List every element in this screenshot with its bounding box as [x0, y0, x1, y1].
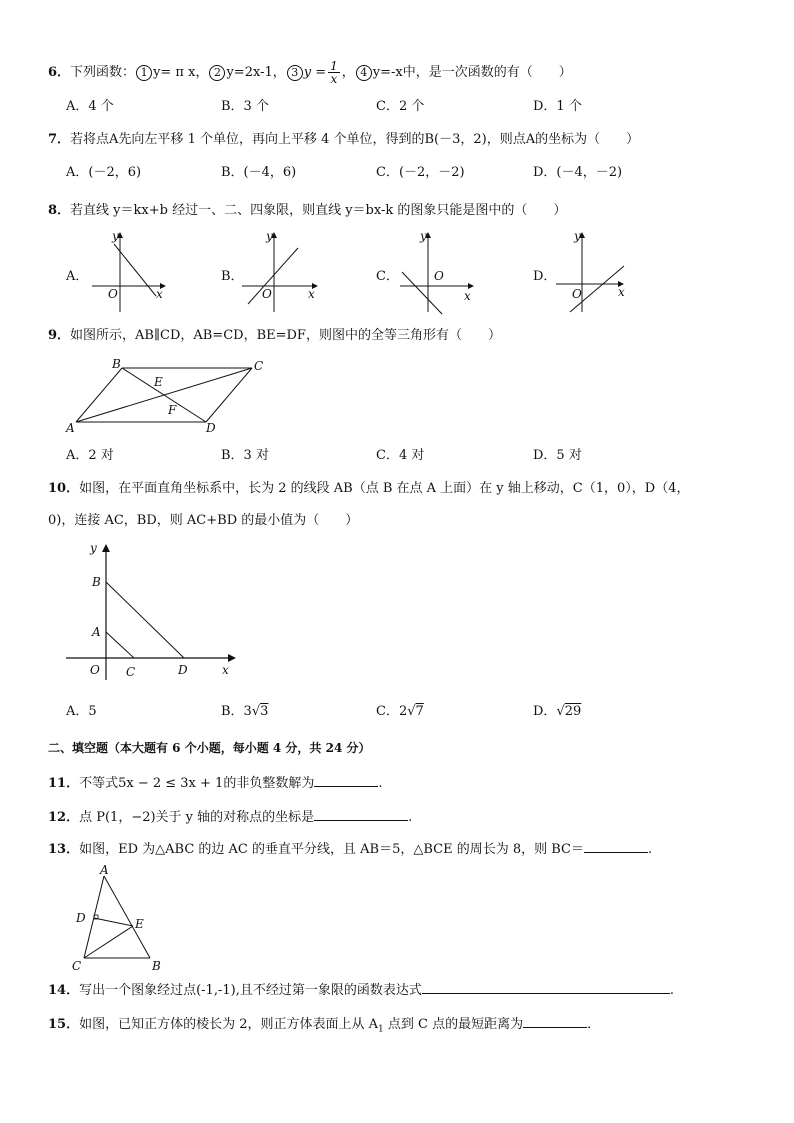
q12-text-b: . [408, 810, 413, 825]
q9-stem [48, 327, 501, 345]
q6-stem [48, 60, 572, 85]
q7-option-c[interactable]: C．(－2，－2) [376, 165, 465, 180]
q13-label-c: C [72, 959, 82, 973]
q12-stem [48, 806, 412, 827]
q10-label-y: y [90, 541, 97, 555]
q10-stem-line1 [48, 480, 689, 498]
q15-text-b: 点到 C 点的最短距离为 [383, 1017, 524, 1032]
q10-coordinate-figure [62, 540, 242, 682]
q14-stem [48, 979, 674, 1000]
q14-text-b: . [669, 983, 674, 998]
q15-text-a: 如图，已知正方体的棱长为 2，则正方体表面上从 A [79, 1017, 379, 1032]
q6-f3-mark: 3 [287, 65, 303, 81]
q9-option-a[interactable]: A．2 对 [66, 448, 114, 463]
q6-text-b: 中，是一次函数的有（ ） [402, 65, 572, 80]
q8-d-x-label: x [618, 285, 625, 299]
q9-option-b[interactable]: B．3 对 [221, 448, 269, 463]
q8-option-d[interactable]: D． [533, 269, 557, 284]
q8-a-y-label: y [112, 229, 119, 243]
q10-option-c-prefix: C．2 [376, 704, 408, 719]
q10-label-b: B [92, 575, 101, 589]
q13-text-a: 如图，ED 为△ABC 的边 AC 的垂直平分线，且 AB＝5，△BCE 的周长为 8，则 BC＝ [79, 842, 584, 857]
q9-option-c[interactable]: C．4 对 [376, 448, 425, 463]
q8-b-x-label: x [308, 287, 315, 301]
q7-number: 7． [48, 132, 71, 147]
q15-text-c: ． [587, 1017, 601, 1032]
q10-text-line2: 0)，连接 AC，BD，则 AC+BD 的最小值为（ ） [48, 513, 359, 528]
q10-number: 10． [48, 481, 80, 496]
q11-answer-blank[interactable] [314, 772, 378, 787]
q8-stem [48, 202, 566, 220]
q8-graph-d [554, 228, 634, 318]
q12-text-a: 点 P(1，−2)关于 y 轴的对称点的坐标是 [79, 810, 315, 825]
q13-label-d: D [76, 911, 86, 925]
q15-answer-blank[interactable] [523, 1013, 587, 1028]
q11-text-a: 不等式5x − 2 ≤ 3x + 1的非负整数解为 [79, 776, 315, 791]
q13-label-e: E [135, 917, 144, 931]
q10-option-b[interactable] [221, 703, 268, 721]
q10-option-c-radicand: 7 [415, 704, 424, 719]
section-2-title: 二、填空题（本大题有 6 个小题，每小题 4 分，共 24 分） [48, 741, 371, 755]
q6-f3-numerator: 1 [330, 59, 338, 73]
q6-f3-denominator: x [330, 72, 338, 86]
q8-option-c[interactable]: C． [376, 269, 399, 284]
q11-number: 11． [48, 776, 80, 791]
q10-option-c[interactable] [376, 703, 424, 721]
q10-label-c: C [126, 665, 136, 679]
q8-option-b[interactable]: B． [221, 269, 244, 284]
q6-f3-fraction [328, 60, 340, 85]
q10-label-d: D [178, 663, 188, 677]
q10-option-d[interactable] [533, 703, 581, 721]
q10-label-a: A [92, 625, 101, 639]
q7-option-a[interactable]: A．(－2，6) [66, 165, 142, 180]
q8-graph-a [88, 228, 168, 318]
q13-label-b: B [152, 959, 161, 973]
q6-f1: y= π x， [153, 65, 209, 80]
q8-d-origin-label: O [572, 287, 582, 301]
q9-label-d: D [206, 421, 216, 435]
q6-f1-mark: 1 [136, 65, 152, 81]
q7-option-d[interactable]: D．(－4，－2) [533, 165, 623, 180]
q6-f4: y=-x [372, 65, 403, 80]
sqrt-icon: √ [407, 704, 416, 719]
q8-d-y-label: y [574, 229, 581, 243]
q6-text-a: 下列函数： [70, 65, 136, 80]
q15-subscript: 1 [378, 1024, 384, 1035]
q9-option-d[interactable]: D．5 对 [533, 448, 582, 463]
q13-number: 13． [48, 842, 80, 857]
q13-triangle-figure [66, 862, 176, 974]
q15-number: 15． [48, 1017, 80, 1032]
q7-stem [48, 131, 639, 149]
q8-graph-b [240, 228, 320, 318]
q8-graph-c [398, 228, 478, 318]
q10-label-x: x [222, 663, 229, 677]
q6-f2: y=2x-1， [226, 65, 286, 80]
q9-text: 如图所示，AB∥CD，AB=CD，BE=DF，则图中的全等三角形有（ ） [70, 328, 501, 343]
q6-f4-mark: 4 [356, 65, 372, 81]
q8-b-y-label: y [266, 229, 273, 243]
q10-option-a[interactable]: A．5 [66, 704, 97, 719]
sqrt-icon: √ [251, 704, 261, 719]
sqrt-icon: √ [556, 704, 565, 719]
q13-text-b: . [647, 842, 653, 857]
q10-text-line1: 如图，在平面直角坐标系中，长为 2 的线段 AB（点 B 在点 A 上面）在 y 轴上移动，C（1，0），D（4， [79, 481, 690, 496]
q10-option-d-radicand: 29 [564, 704, 582, 719]
q14-text-a: 写出一个图象经过点(-1,-1),且不经过第一象限的函数表达式 [79, 983, 422, 998]
q13-label-a: A [100, 863, 109, 877]
q8-option-a[interactable]: A． [66, 269, 89, 284]
q9-label-e: E [154, 375, 163, 389]
q6-option-a[interactable]: A．4 个 [66, 99, 114, 114]
q11-stem [48, 772, 382, 793]
q10-label-o: O [90, 663, 100, 677]
q8-b-origin-label: O [262, 287, 272, 301]
q15-stem [48, 1013, 600, 1039]
q9-label-b: B [112, 357, 121, 371]
q8-a-x-label: x [156, 287, 163, 301]
q9-label-a: A [66, 421, 75, 435]
q8-a-origin-label: O [108, 287, 118, 301]
q10-option-b-prefix: B．3 [221, 704, 252, 719]
q10-stem-line2 [48, 512, 358, 530]
q9-label-c: C [254, 359, 264, 373]
q14-number: 14． [48, 983, 80, 998]
q6-option-b[interactable]: B．3 个 [221, 99, 269, 114]
q6-f3-post: ， [341, 65, 355, 80]
q6-f2-mark: 2 [209, 65, 225, 81]
q6-option-c[interactable]: C．2 个 [376, 99, 425, 114]
q13-stem [48, 838, 652, 859]
q12-number: 12． [48, 810, 80, 825]
q9-label-f: F [168, 403, 177, 417]
q10-option-d-prefix: D． [533, 704, 557, 719]
q8-c-x-label: x [464, 289, 471, 303]
q8-text: 若直线 y＝kx+b 经过一、二、四象限，则直线 y＝bx-k 的图象只能是图中的（ ） [70, 203, 567, 218]
q6-option-d[interactable]: D．1 个 [533, 99, 582, 114]
q9-parallelogram-figure [64, 356, 274, 438]
q8-c-origin-label: O [434, 269, 444, 283]
q6-f3-pre: y = [303, 65, 327, 80]
q6-number: 6． [48, 65, 71, 80]
q12-answer-blank[interactable] [314, 806, 408, 821]
q7-option-b[interactable]: B．(－4，6) [221, 165, 297, 180]
q8-c-y-label: y [420, 229, 427, 243]
q11-text-b: . [378, 776, 383, 791]
q10-option-b-radicand: 3 [260, 704, 269, 719]
q13-answer-blank[interactable] [584, 838, 648, 853]
q8-number: 8． [48, 203, 71, 218]
q14-answer-blank[interactable] [422, 979, 670, 994]
q7-text: 若将点A先向左平移 1 个单位，再向上平移 4 个单位，得到的B(－3，2)，则点A的坐标为（ ） [70, 132, 640, 147]
q9-number: 9． [48, 328, 71, 343]
